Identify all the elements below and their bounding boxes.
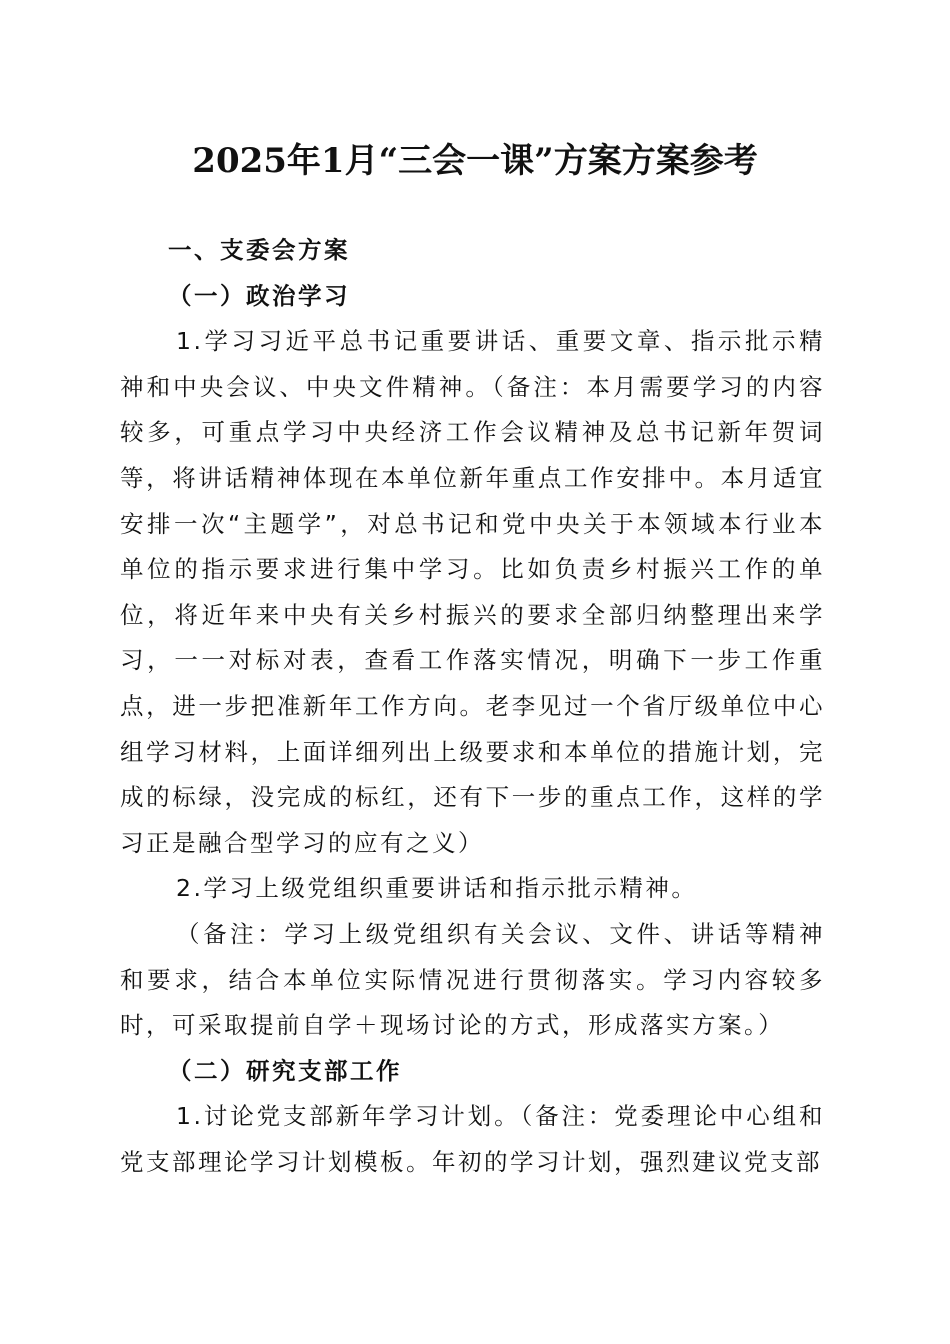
- paragraph-study-item-2: 2.学习上级党组织重要讲话和指示批示精神。: [176, 874, 698, 903]
- paragraph-study-item-1: 1.学习习近平总书记重要讲话、重要文章、指示批示精神和中央会议、中央文件精神。（备注：本月需要学习的内容较多，可重点学习中央经济工作会议精神及总书记新年贺词等，将讲话精神体现在本单位新年重点工作安排中。本月适宜安排一次“主题学”，对总书记和党中央关于本领域本行业本单位的指示要求进行集中学习。比如负责乡村振兴工作的单位，将近年来中央有关乡村振兴的要求全部归纳整理出来学习，一一对标对表，查看工作落实情况，明确下一步工作重点，进一步把准新年工作方向。老李见过一个省厅级单位中心组学习材料，上面详细列出上级要求和本单位的措施计划，完成的标绿，没完成的标红，还有下一步的重点工作，这样的学习正是融合型学习的应有之义）: [120, 327, 825, 857]
- paragraph-study-item-2-note: （备注：学习上级党组织有关会议、文件、讲话等精神和要求，结合本单位实际情况进行贯彻落实。学习内容较多时，可采取提前自学＋现场讨论的方式，形成落实方案。）: [120, 919, 825, 1040]
- section-heading-branch-committee: 一、支委会方案: [168, 236, 350, 264]
- document-title: 2025年1月“三会一课”方案方案参考: [192, 141, 758, 181]
- document-body: [120, 228, 825, 1185]
- subheading-branch-work: （二）研究支部工作: [168, 1056, 402, 1085]
- paragraph-branch-work-item-1: 1.讨论党支部新年学习计划。（备注：党委理论中心组和党支部理论学习计划模板。年初的学习计划，强烈建议党支部: [120, 1102, 825, 1176]
- subheading-political-study: （一）政治学习: [168, 281, 350, 310]
